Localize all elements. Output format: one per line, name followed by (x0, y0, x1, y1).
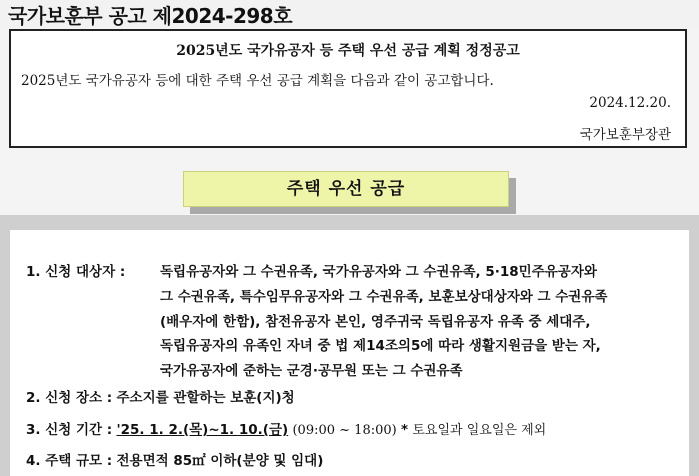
item-size (26, 449, 323, 469)
item-label: 4. 주택 규모 : (26, 453, 113, 469)
eligibility-line: (배우자에 한함), 참전유공자 본인, 영주귀국 독립유공자 유족 중 세대주, (160, 314, 591, 330)
item-label: 2. 신청 장소 : (26, 390, 113, 406)
header-bar (0, 0, 699, 28)
notice-date: 2024.12.20. (589, 95, 671, 111)
notice-body: 2025년도 국가유공자 등에 대한 주택 우선 공급 계획을 다음과 같이 공고합니다. (21, 73, 494, 89)
item-value: 주소지를 관할하는 보훈(지)청 (116, 390, 295, 406)
notice-issuer: 국가보훈부장관 (579, 127, 671, 143)
item-period (26, 418, 546, 438)
notice-box (9, 29, 687, 148)
item-eligibility (26, 260, 125, 280)
content-panel (10, 230, 689, 476)
notice-title: 2025년도 국가유공자 등 주택 우선 공급 계획 정정공고 (176, 43, 520, 59)
eligibility-line: 독립유공자와 그 수권유족, 국가유공자와 그 수권유족, 5·18민주유공자와 (160, 264, 597, 280)
period-note: 토요일과 일요일은 제외 (412, 423, 547, 438)
doc-number: 국가보훈부 공고 제2024-298호 (8, 4, 293, 28)
eligibility-line: 독립유공자의 유족인 자녀 중 법 제14조의5에 따라 생활지원금을 받는 자, (160, 338, 601, 354)
section-banner: 주택 우선 공급 (183, 171, 509, 207)
eligibility-line: 그 수권유족, 특수임무유공자와 그 수권유족, 보훈보상대상자와 그 수권유족 (160, 289, 608, 305)
item-value: '25. 1. 2.(목)~1. 10.(금) (116, 422, 289, 438)
eligibility-line: 국가유공자에 준하는 군경·공무원 또는 그 수권유족 (160, 363, 463, 379)
period-time: (09:00 ~ 18:00) (292, 423, 397, 438)
item-label: 1. 신청 대상자 : (26, 264, 126, 280)
item-label: 3. 신청 기간 : (26, 422, 113, 438)
item-location (26, 386, 295, 406)
item-value: 전용면적 85㎡ 이하(분양 및 임대) (116, 453, 324, 469)
note-mark: * (401, 422, 409, 438)
